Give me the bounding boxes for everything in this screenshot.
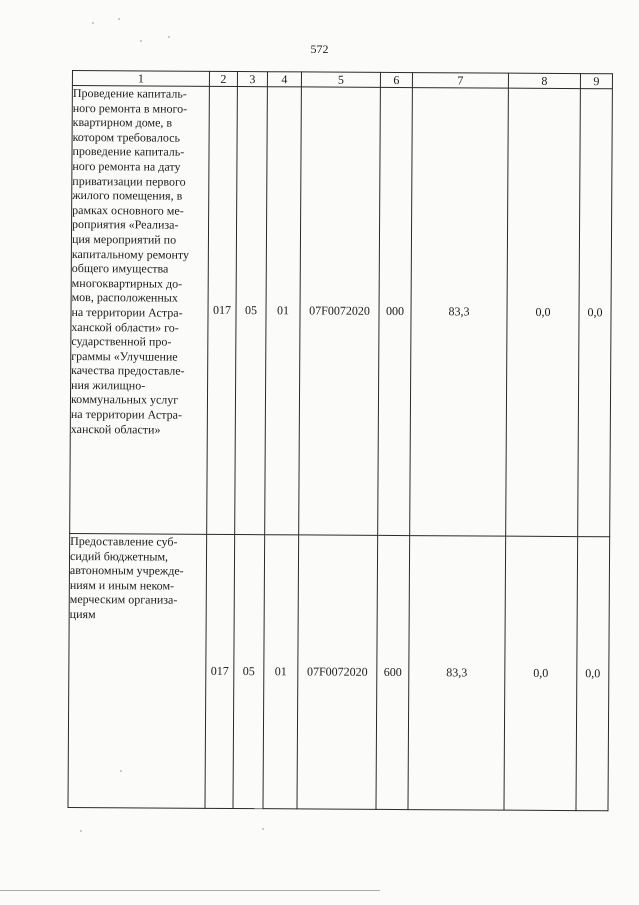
table-row [70,86,613,537]
scan-speck [168,36,170,38]
header-col-4: 4 [267,72,301,87]
scan-speck [262,828,264,830]
budget-table-container [67,70,611,811]
cell-amount-1: 83,3 [410,88,509,537]
cell-amount-3: 0,0 [578,89,613,537]
page-number: 572 [310,42,329,56]
scan-speck [120,770,122,772]
cell-expense-type: 600 [376,535,410,809]
header-col-1: 1 [72,71,209,87]
header-col-8: 8 [508,73,580,88]
cell-section: 05 [233,535,265,809]
cell-subsection: 01 [265,87,302,535]
row-description: Проведение капиталь- ного ремонта в много- квартирном доме, в котором требовалось проведение капиталь- ного ремонта на дату приватизации первого жилого помещения, в рамках основного ме- роприятия «Реализа- ция мероприятий по капитальному ремонту общего имущества многоквартирных до- мов, расположенных на территории Астра- ханской области» го- сударственной про- граммы «Улучшение качества предоставле- ния жилищно- коммунальных услуг на территории Астра- ханской области» [70,86,210,535]
scan-speck [140,40,142,42]
row-description: Предоставление суб- сидий бюджетным, автономным учрежде- ниям и иным неком- мерческим организа- циям [68,533,207,808]
cell-subsection: 01 [263,535,299,809]
cell-target-article: 07F0072020 [299,87,381,535]
cell-expense-type: 000 [378,87,413,535]
cell-amount-1: 83,3 [408,536,506,811]
scan-speck [92,22,94,24]
scan-edge-line [0,890,380,891]
header-col-6: 6 [380,72,412,87]
cell-target-article: 07F0072020 [297,535,378,809]
header-col-9: 9 [580,74,612,89]
cell-ministry-code: 017 [205,534,235,808]
cell-section: 05 [235,87,268,535]
header-col-5: 5 [301,72,380,87]
budget-table [67,70,612,811]
scan-speck [80,830,82,832]
header-col-2: 2 [209,71,237,86]
scan-speck [118,18,120,20]
cell-amount-3: 0,0 [576,537,610,811]
table-row [68,533,610,810]
cell-amount-2: 0,0 [504,536,578,810]
header-col-7: 7 [412,73,508,89]
cell-ministry-code: 017 [207,86,238,534]
cell-amount-2: 0,0 [506,88,581,536]
header-col-3: 3 [237,72,267,87]
